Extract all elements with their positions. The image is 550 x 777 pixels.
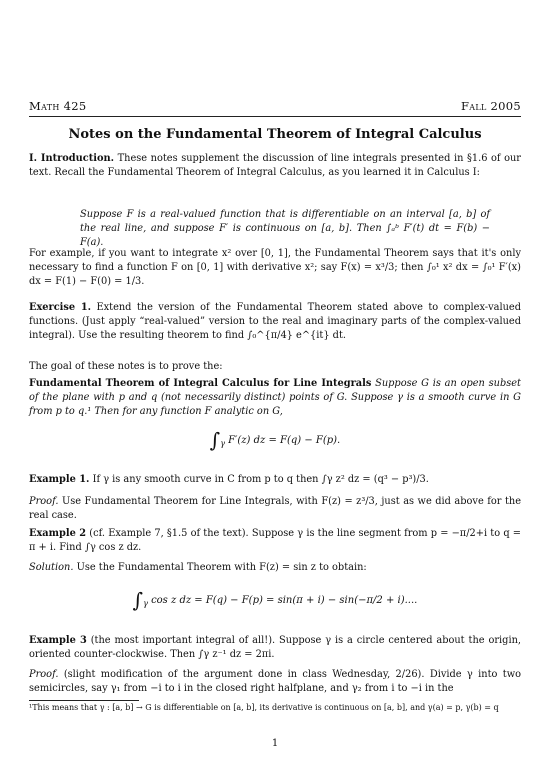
- integral-sign: ∫: [209, 428, 221, 452]
- example-1: [29, 473, 521, 487]
- example-1-heading: Example 1.: [29, 474, 90, 485]
- example-2: [29, 527, 521, 555]
- integral-sign-2: ∫: [132, 588, 144, 612]
- page-title: Notes on the Fundamental Theorem of Integral Calculus: [68, 127, 482, 142]
- running-header: [29, 99, 521, 115]
- example-3-heading: Example 3: [29, 635, 87, 646]
- display-equation-2: $\int_\gamma$ cos z dz = F(q) − F(p) = sin(π + i) − sin(−π/2 + i)....: [132, 588, 418, 612]
- example-2-heading: Example 2: [29, 528, 87, 539]
- header-rule: [29, 116, 521, 117]
- example-3: [29, 634, 521, 662]
- footnote-rule: [29, 700, 139, 701]
- solution-text: Use the Fundamental Theorem with F(z) = sin z to obtain:: [73, 562, 367, 573]
- ftc-line-integrals: [29, 377, 521, 419]
- example-3-text: (the most important integral of all!). Suppose γ is a circle centered about the origin, oriented counter-clockwise. Then ∫γ z⁻¹ dz = 2πi.: [29, 635, 521, 660]
- display-equation-1: $\int_\gamma$ F′(z) dz = F(q) − F(p).: [209, 428, 341, 452]
- course-label: Math 425: [29, 99, 87, 113]
- goal-sentence: The goal of these notes is to prove the:: [29, 361, 223, 372]
- proof-1-text: Use Fundamental Theorem for Line Integrals, with F(z) = z³/3, just as we did above for the real case.: [29, 496, 521, 521]
- footnote: ¹This means that γ : [a, b] → G is differentiable on [a, b], its derivative is continuous on [a, b], and γ(a) = p, γ(b) = q: [29, 703, 499, 712]
- solution-line: [29, 561, 521, 575]
- intro-paragraph: [29, 152, 521, 180]
- proof-1: [29, 495, 521, 523]
- exercise-1-text: Extend the version of the Fundamental Theorem stated above to complex-valued functions. (Just apply “real-valued” version to the real and imaginary parts of the complex-valued integral). Use the resulting theorem to find ∫₀^{π/4} e^{it} dt.: [29, 302, 521, 341]
- example-paragraph: For example, if you want to integrate x² over [0, 1], the Fundamental Theorem says that it's only necessary to find a function F on [0, 1] with derivative x²; say F(x) = x³/3; then ∫₀¹ x² dx = ∫₀¹ F′(x) dx = F(1) − F(0) = 1/3.: [29, 248, 521, 287]
- exercise-1: [29, 301, 521, 343]
- proof-3: [29, 668, 521, 696]
- proof-3-label: Proof.: [29, 669, 59, 680]
- solution-label: Solution.: [29, 562, 74, 573]
- proof-1-label: Proof.: [29, 496, 59, 507]
- intro-text: These notes supplement the discussion of line integrals presented in §1.6 of our text. Recall the Fundamental Theorem of Integral Calculus, as you learned it in Calculus I:: [29, 153, 521, 178]
- page-number: 1: [271, 738, 279, 749]
- ftc-line-text: Suppose G is an open subset of the plane with p and q (not necessarily distinct) points of G. Suppose γ is a smooth curve in G from p to q.¹ Then for any function F analytic on G,: [29, 378, 521, 417]
- example-1-text: If γ is any smooth curve in C from p to q then ∫γ z² dz = (q³ − p³)/3.: [89, 474, 429, 485]
- ftc-line-heading: Fundamental Theorem of Integral Calculus for Line Integrals: [29, 378, 372, 389]
- proof-3-text: (slight modification of the argument done in class Wednesday, 2/26). Divide γ into two semicircles, say γ₁ from −i to i in the closed right halfplane, and γ₂ from i to −i in the: [29, 669, 521, 694]
- example-2-text: (cf. Example 7, §1.5 of the text). Suppose γ is the line segment from p = −π/2+i to q = π + i. Find ∫γ cos z dz.: [29, 528, 521, 553]
- exercise-1-heading: Exercise 1.: [29, 302, 92, 313]
- display-1-text: F′(z) dz = F(q) − F(p).: [228, 435, 341, 446]
- intro-heading: I. Introduction.: [29, 153, 115, 164]
- display-2-text: cos z dz = F(q) − F(p) = sin(π + i) − sin(−π/2 + i)....: [151, 595, 418, 606]
- term-label: Fall 2005: [460, 99, 521, 113]
- ftc-statement: Suppose F is a real-valued function that is differentiable on an interval [a, b] of the real line, and suppose F′ is continuous on [a, b]. Then ∫ₐᵇ F′(t) dt = F(b) − F(a).: [80, 209, 490, 248]
